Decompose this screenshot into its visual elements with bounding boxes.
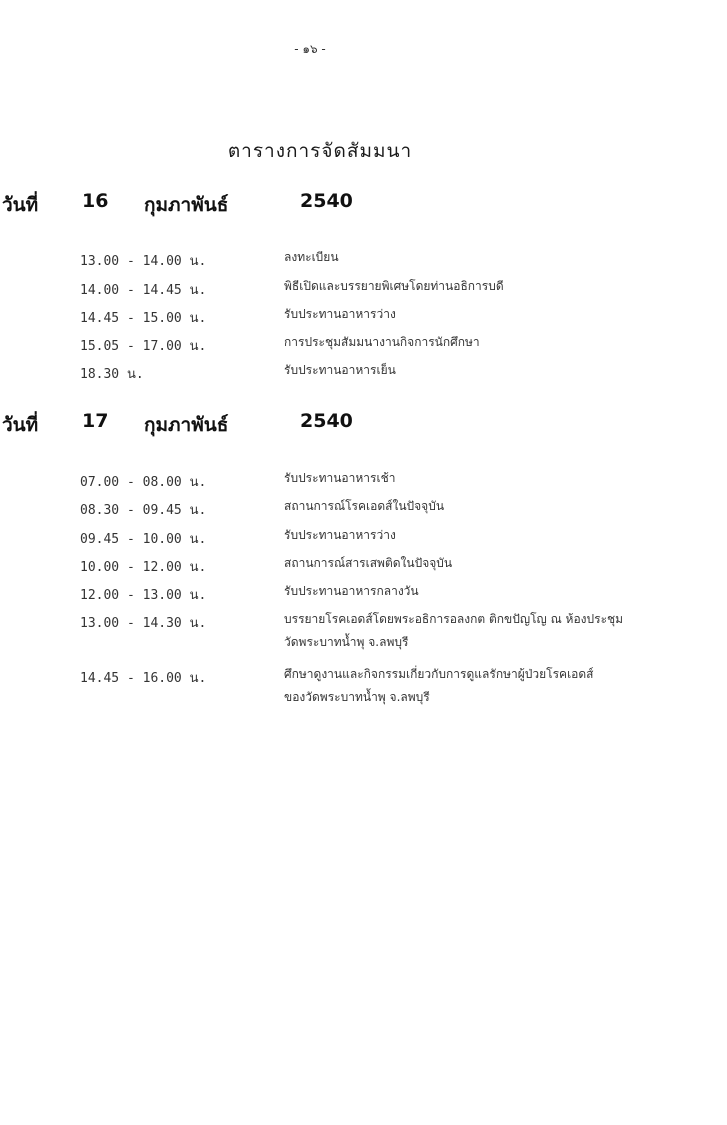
schedule-activity: รับประทานอาหารว่าง <box>284 528 396 542</box>
schedule-activity: รับประทานอาหารเย็น <box>284 363 396 377</box>
schedule-time: 13.00 - 14.00 น. <box>80 254 207 269</box>
schedule-time: 15.05 - 17.00 น. <box>80 339 207 354</box>
document-title: ตารางการจัดสัมมนา <box>227 140 413 162</box>
day-label: วันที่ <box>2 414 39 436</box>
schedule-activity: พิธีเปิดและบรรยายพิเศษโดยท่านอธิการบดี <box>284 279 504 293</box>
schedule-time: 18.30 น. <box>80 367 144 382</box>
day-date: 16 <box>82 190 109 212</box>
schedule-activity: รับประทานอาหารกลางวัน <box>284 584 419 598</box>
schedule-activity: สถานการณ์โรคเอดส์ในปัจจุบัน <box>284 499 445 513</box>
schedule-time: 09.45 - 10.00 น. <box>80 532 207 547</box>
day-month: กุมภาพันธ์ <box>144 194 229 216</box>
schedule-activity: การประชุมสัมมนางานกิจการนักศึกษา <box>284 335 480 349</box>
schedule-activity: สถานการณ์สารเสพติดในปัจจุบัน <box>284 556 453 570</box>
schedule-time: 14.45 - 16.00 น. <box>80 671 207 686</box>
schedule-activity: ศึกษาดูงานและกิจกรรมเกี่ยวกับการดูแลรักษาผู้ป่วยโรคเอดส์ของวัดพระบาทน้ำพุ จ.ลพบุรี <box>284 667 594 704</box>
schedule-time: 14.45 - 15.00 น. <box>80 311 207 326</box>
day-label: วันที่ <box>2 194 39 216</box>
day-date: 17 <box>82 410 109 432</box>
schedule-activity: บรรยายโรคเอดส์โดยพระอธิการอลงกต ติกขปัญโญ ณ ห้องประชุม วัดพระบาทน้ำพุ จ.ลพบุรี <box>284 612 624 649</box>
day-year: 2540 <box>300 190 353 212</box>
day-year: 2540 <box>300 410 353 432</box>
schedule-time: 07.00 - 08.00 น. <box>80 475 207 490</box>
schedule-activity: ลงทะเบียน <box>284 250 339 264</box>
schedule-time: 08.30 - 09.45 น. <box>80 503 207 518</box>
page-number: - ๑๖ - <box>294 42 326 56</box>
schedule-activity: รับประทานอาหารว่าง <box>284 307 396 321</box>
schedule-time: 10.00 - 12.00 น. <box>80 560 207 575</box>
schedule-time: 13.00 - 14.30 น. <box>80 616 207 631</box>
schedule-time: 14.00 - 14.45 น. <box>80 283 207 298</box>
schedule-time: 12.00 - 13.00 น. <box>80 588 207 603</box>
day-month: กุมภาพันธ์ <box>144 414 229 436</box>
schedule-activity: รับประทานอาหารเช้า <box>284 471 396 485</box>
